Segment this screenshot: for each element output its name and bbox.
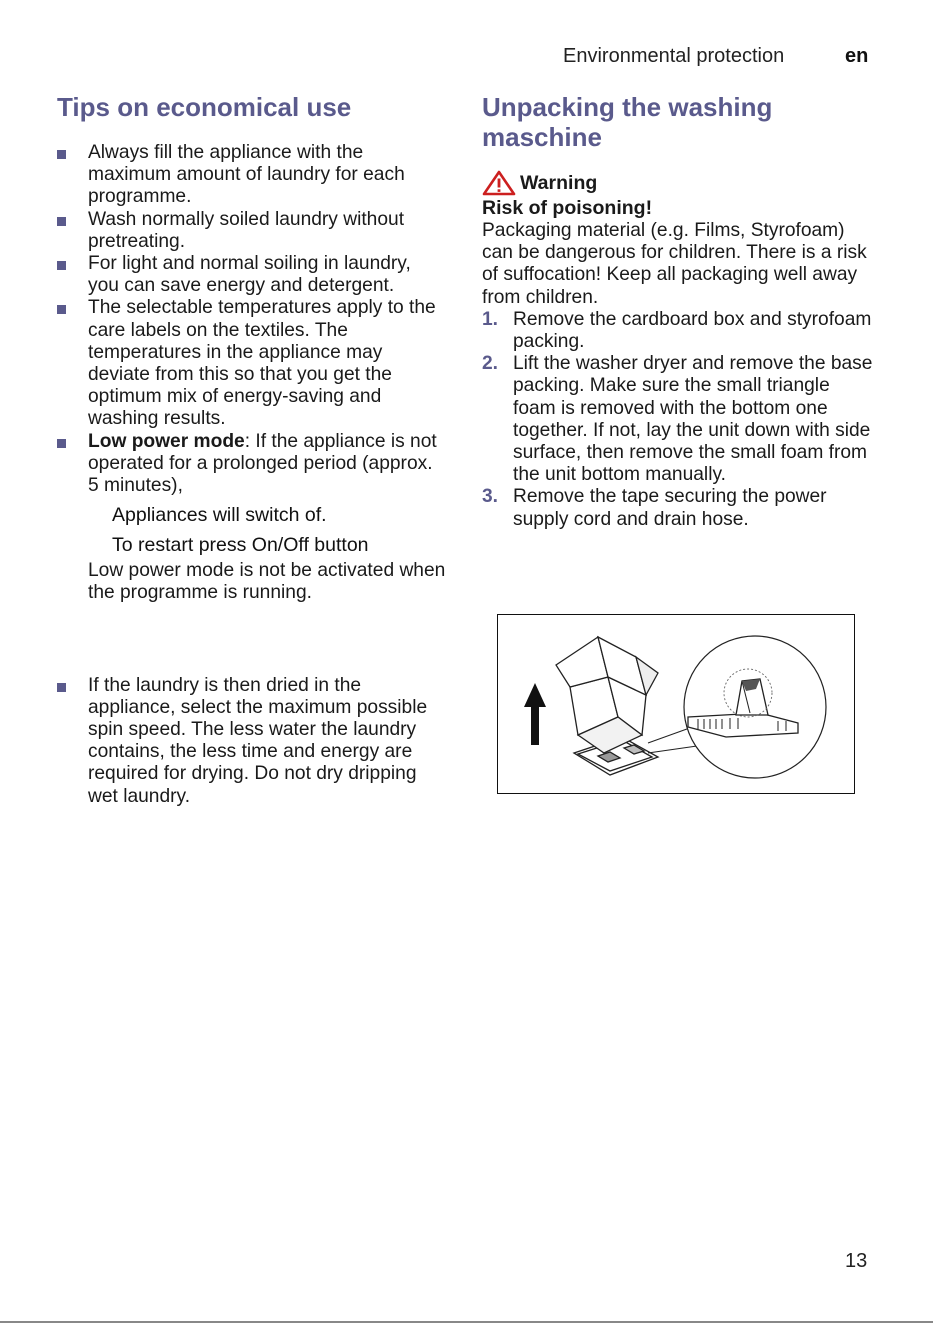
low-power-after: Low power mode is not be activated when the programme is running.: [88, 560, 446, 604]
list-item: [482, 353, 877, 486]
low-power-note-2: To restart press On/Off button: [112, 534, 369, 557]
left-column: [57, 92, 447, 808]
low-power-text: : If the appliance is not operated for a prolonged period (approx. 5 minutes),: [88, 430, 437, 497]
square-bullet-icon: [57, 439, 66, 448]
dry-tip-list: [57, 675, 447, 808]
foam-detail-callout: [684, 636, 826, 778]
running-header-language: en: [845, 45, 869, 67]
page-number: 13: [845, 1250, 868, 1272]
cardboard-box-drawing: [556, 637, 658, 753]
tip-text: Always fill the appliance with the maximum amount of laundry for each programme.: [88, 142, 405, 208]
step-text: Remove the cardboard box and styrofoam packing.: [513, 308, 872, 353]
low-power-term: Low power mode: [88, 430, 245, 452]
step-number: 1.: [482, 308, 499, 330]
list-item: [57, 142, 447, 209]
square-bullet-icon: [57, 150, 66, 159]
list-item: [57, 209, 447, 253]
lift-arrow-icon: [524, 683, 546, 745]
list-item: [57, 297, 447, 430]
right-column: [482, 92, 877, 531]
steps-list: [482, 309, 877, 531]
list-item: [57, 675, 447, 808]
risk-text: Packaging material (e.g. Films, Styrofoam) can be dangerous for children. There is a risk of suffocation! Keep all packaging well away from children.: [482, 220, 867, 308]
tip-text: Wash normally soiled laundry without pretreating.: [88, 208, 405, 252]
step-text: Remove the tape securing the power supply cord and drain hose.: [513, 486, 827, 530]
step-text: Lift the washer dryer and remove the base packing. Make sure the small triangle foam is removed with the bottom one together. If not, lay the unit down with side surface, then remove the small foam from the unit bottom manually.: [513, 353, 873, 486]
list-item: [482, 486, 877, 530]
step-number: 2.: [482, 353, 499, 375]
warning-triangle-icon: [482, 170, 516, 196]
tips-heading: Tips on economical use: [57, 92, 352, 122]
unpacking-heading: Unpacking the washing maschine: [482, 92, 773, 152]
list-item: [57, 431, 447, 498]
square-bullet-icon: [57, 305, 66, 314]
running-header-section: Environmental protection: [563, 45, 785, 67]
square-bullet-icon: [57, 217, 66, 226]
low-power-note-1: Appliances will switch of.: [112, 504, 327, 527]
bottom-rule: [0, 1321, 933, 1323]
tip-text: For light and normal soiling in laundry, you can save energy and detergent.: [88, 253, 411, 297]
square-bullet-icon: [57, 683, 66, 692]
risk-title: Risk of poisoning!: [482, 197, 653, 219]
list-item: [482, 309, 877, 353]
list-item: [57, 253, 447, 297]
warning-label: Warning: [520, 171, 598, 194]
tip-text: If the laundry is then dried in the appliance, select the maximum possible spin speed. The less water the laundry contains, the less time and energy are required for drying. Do not dry dripping wet laundry.: [88, 674, 428, 807]
square-bullet-icon: [57, 261, 66, 270]
tip-text: The selectable temperatures apply to the care labels on the textiles. The temperatures in the appliance may deviate from this so that you get the optimum mix of energy-saving and washing results.: [88, 297, 436, 430]
tips-list: [57, 142, 447, 497]
unpacking-drawing: [498, 615, 853, 792]
step-number: 3.: [482, 486, 499, 508]
warning-row: [482, 170, 877, 196]
unpacking-illustration: [497, 614, 855, 794]
